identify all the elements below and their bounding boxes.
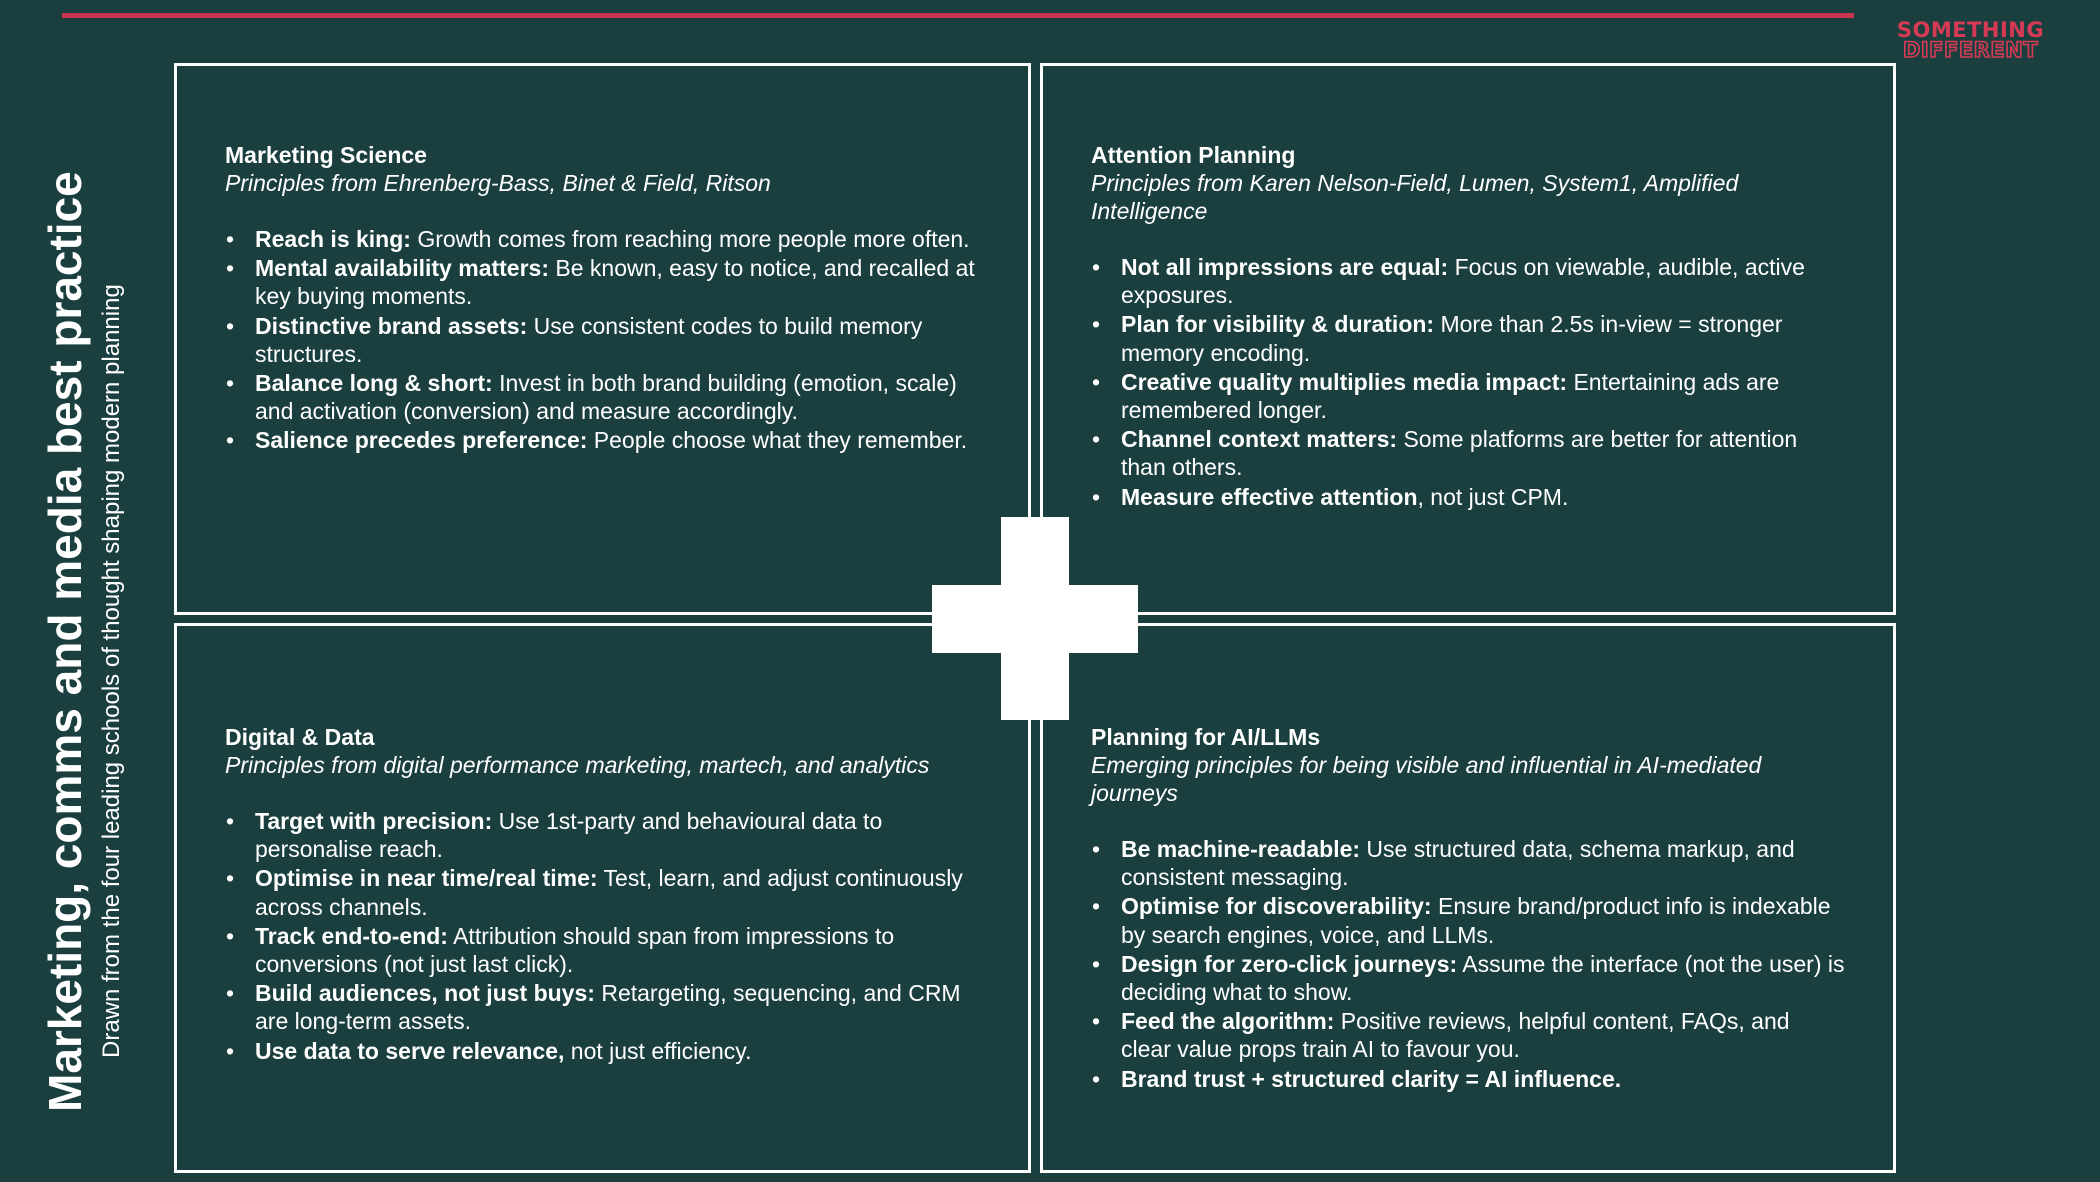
list-item bbox=[225, 864, 980, 920]
principle-text: , not just CPM. bbox=[1417, 483, 1569, 510]
list-item bbox=[225, 225, 980, 253]
principle-text: Focus on viewable, audible, active exposures. bbox=[1121, 254, 1805, 309]
quadrant-title: Attention Planning bbox=[1091, 142, 1296, 168]
list-item bbox=[1091, 425, 1845, 481]
page-title: Marketing, comms and media best practice bbox=[39, 171, 91, 1112]
principle-heading: Target with precision: bbox=[255, 808, 493, 834]
principle-list bbox=[225, 225, 980, 455]
plus-icon-horizontal-bar bbox=[932, 585, 1138, 653]
principle-heading: Feed the algorithm: bbox=[1121, 1008, 1335, 1035]
quadrant-subtitle: Principles from Ehrenberg-Bass, Binet & Field, Ritson bbox=[225, 170, 771, 196]
quadrant-marketing-science bbox=[174, 63, 1031, 615]
list-item bbox=[1091, 253, 1845, 309]
list-item bbox=[1091, 310, 1845, 366]
principle-text: Some platforms are better for attention than others. bbox=[1121, 426, 1798, 481]
list-item bbox=[1091, 368, 1845, 424]
list-item bbox=[225, 369, 980, 425]
principle-list bbox=[1091, 253, 1845, 511]
principle-heading: Build audiences, not just buys: bbox=[255, 980, 595, 1007]
principle-heading: Channel context matters: bbox=[1121, 426, 1398, 453]
list-item bbox=[225, 312, 980, 368]
list-item bbox=[1091, 835, 1845, 891]
quadrant-attention-planning bbox=[1040, 63, 1896, 615]
principle-text: More than 2.5s in-view = stronger memory encoding. bbox=[1121, 311, 1783, 366]
principle-text: not just efficiency. bbox=[564, 1037, 752, 1064]
principle-text: Use structured data, schema markup, and consistent messaging. bbox=[1121, 836, 1795, 891]
principle-heading: Track end-to-end: bbox=[255, 922, 448, 949]
list-item bbox=[225, 807, 980, 863]
principle-heading: Optimise for discoverability: bbox=[1121, 893, 1432, 920]
principle-text: Invest in both brand building (emotion, scale) and activation (conversion) and measure accordingly. bbox=[255, 370, 957, 425]
list-item bbox=[1091, 950, 1845, 1006]
principle-text: People choose what they remember. bbox=[587, 427, 968, 454]
list-item bbox=[225, 254, 980, 310]
list-item bbox=[1091, 483, 1845, 511]
principle-heading: Salience precedes preference: bbox=[255, 427, 588, 454]
list-item bbox=[225, 426, 980, 454]
list-item bbox=[225, 922, 980, 978]
list-item bbox=[1091, 892, 1845, 948]
vertical-title-block bbox=[39, 122, 126, 1112]
principle-text: Entertaining ads are remembered longer. bbox=[1121, 368, 1780, 424]
principle-heading: Brand trust + structured clarity = AI influence. bbox=[1121, 1065, 1622, 1092]
principle-text: Attribution should span from impressions to conversions (not just last click). bbox=[255, 922, 895, 978]
brand-logo bbox=[1868, 20, 2073, 60]
list-item bbox=[1091, 1007, 1845, 1063]
principle-heading: Balance long & short: bbox=[255, 370, 493, 397]
logo-line-2: DIFFERENT bbox=[1902, 38, 2039, 62]
list-item bbox=[225, 1037, 980, 1065]
principle-text: Use 1st-party and behavioural data to personalise reach. bbox=[255, 808, 883, 863]
principle-heading: Not all impressions are equal: bbox=[1121, 254, 1449, 280]
principle-heading: Creative quality multiplies media impact: bbox=[1121, 368, 1568, 395]
logo-line-1: SOMETHING bbox=[1896, 18, 2045, 42]
quadrant-title: Planning for AI/LLMs bbox=[1091, 724, 1321, 750]
principle-text: Positive reviews, helpful content, FAQs, and clear value props train AI to favour you. bbox=[1121, 1008, 1790, 1063]
page-subtitle: Drawn from the four leading schools of thought shaping modern planning bbox=[98, 284, 125, 1058]
principle-heading: Measure effective attention bbox=[1121, 483, 1418, 510]
principle-text: Be known, easy to notice, and recalled at key buying moments. bbox=[255, 255, 975, 310]
top-accent-rule bbox=[62, 13, 1854, 18]
principle-text: Retargeting, sequencing, and CRM are long-term assets. bbox=[255, 980, 961, 1035]
principle-text: Assume the interface (not the user) is deciding what to show. bbox=[1121, 950, 1845, 1006]
quadrant-subtitle: Emerging principles for being visible and influential in AI-mediated journeys bbox=[1091, 752, 1762, 806]
quadrant-title: Digital & Data bbox=[225, 724, 375, 750]
principle-heading: Be machine-readable: bbox=[1121, 836, 1361, 862]
principle-text: Test, learn, and adjust continuously across channels. bbox=[255, 865, 963, 920]
quadrant-subtitle: Principles from Karen Nelson-Field, Lumen, System1, Amplified Intelligence bbox=[1091, 170, 1739, 224]
list-item bbox=[225, 979, 980, 1035]
principle-heading: Distinctive brand assets: bbox=[255, 312, 528, 339]
principle-text: Growth comes from reaching more people more often. bbox=[410, 226, 970, 252]
principle-heading: Reach is king: bbox=[255, 226, 411, 252]
principle-heading: Plan for visibility & duration: bbox=[1121, 311, 1435, 338]
principle-heading: Mental availability matters: bbox=[255, 255, 549, 282]
principle-list bbox=[1091, 835, 1845, 1093]
principle-list bbox=[225, 807, 980, 1065]
principle-heading: Use data to serve relevance, bbox=[255, 1037, 565, 1064]
principle-text: Use consistent codes to build memory structures. bbox=[255, 312, 923, 367]
principle-text: Ensure brand/product info is indexable by search engines, voice, and LLMs. bbox=[1121, 893, 1831, 948]
principle-heading: Design for zero-click journeys: bbox=[1121, 950, 1458, 977]
quadrant-title: Marketing Science bbox=[225, 142, 427, 168]
quadrant-subtitle: Principles from digital performance marketing, martech, and analytics bbox=[225, 752, 930, 778]
quadrant-planning-ai-llms bbox=[1040, 623, 1896, 1173]
list-item bbox=[1091, 1065, 1845, 1093]
principle-heading: Optimise in near time/real time: bbox=[255, 865, 598, 892]
quadrant-digital-data bbox=[174, 623, 1031, 1173]
